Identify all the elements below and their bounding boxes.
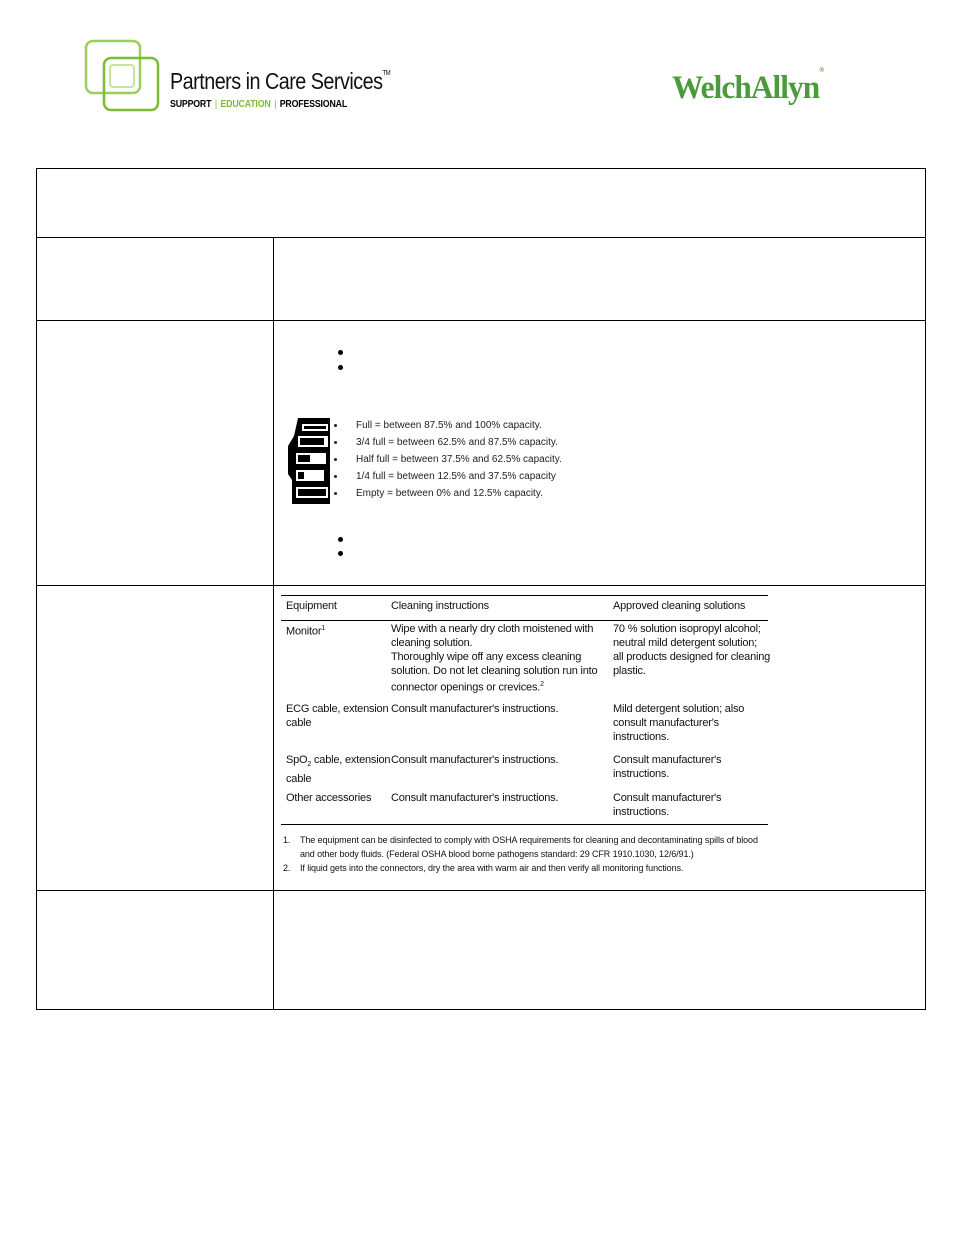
label-cell xyxy=(37,238,274,321)
solutions-cell: Consult manufacturer's instructions. xyxy=(613,754,722,780)
solutions-cell: 70 % solution isopropyl alcohol; neutral mild detergent solution; all products designed for cleaning plastic. xyxy=(613,623,771,677)
partners-logo-tagline: SUPPORT | EDUCATION | PROFESSIONAL xyxy=(170,99,348,110)
solutions-cell: Mild detergent solution; also consult manufacturer's instructions. xyxy=(613,703,745,743)
partners-logo-title: Partners in Care Services™ xyxy=(170,68,391,94)
cleaning-table-bottom-rule xyxy=(281,824,768,825)
procedure-table xyxy=(36,168,926,1010)
equipment-cell: Monitor$^1$ xyxy=(286,625,325,638)
solutions-cell: Consult manufacturer's instructions. xyxy=(613,792,722,818)
instructions-cell: Consult manufacturer's instructions. xyxy=(391,703,559,715)
table-row xyxy=(37,891,926,1010)
column-header: Equipment xyxy=(286,600,337,612)
battery-gauge-icon xyxy=(284,416,336,506)
column-header: Cleaning instructions xyxy=(391,600,489,612)
equipment-cell: Other accessories xyxy=(286,792,372,804)
instructions-cell: Consult manufacturer's instructions. xyxy=(391,754,559,766)
equipment-cell: ECG cable, extension cable xyxy=(286,703,389,729)
partners-in-care-logo-mark xyxy=(84,39,160,112)
equipment-cell: SpO$_2$ cable, extension cable xyxy=(286,754,391,786)
list-bullet xyxy=(338,350,343,355)
welch-allyn-logo: WelchAllyn® xyxy=(672,66,824,106)
label-cell xyxy=(37,586,274,891)
table-row xyxy=(37,238,926,321)
list-bullet xyxy=(338,551,343,556)
label-cell xyxy=(37,321,274,586)
content-cell xyxy=(274,321,926,586)
title-cell xyxy=(37,169,926,238)
column-header: Approved cleaning solutions xyxy=(613,600,746,612)
label-cell xyxy=(37,891,274,1010)
instructions-cell: Wipe with a nearly dry cloth moistened with cleaning solution. Thoroughly wipe off any excess cleaning solution. Do not let cleaning solution run into connector openings or crevices.$^2$ xyxy=(391,623,598,694)
list-bullet xyxy=(338,365,343,370)
table-row xyxy=(37,321,926,586)
content-cell xyxy=(274,891,926,1010)
title-row xyxy=(37,169,926,238)
list-bullet xyxy=(338,537,343,542)
content-cell xyxy=(274,238,926,321)
instructions-cell: Consult manufacturer's instructions. xyxy=(391,792,559,804)
